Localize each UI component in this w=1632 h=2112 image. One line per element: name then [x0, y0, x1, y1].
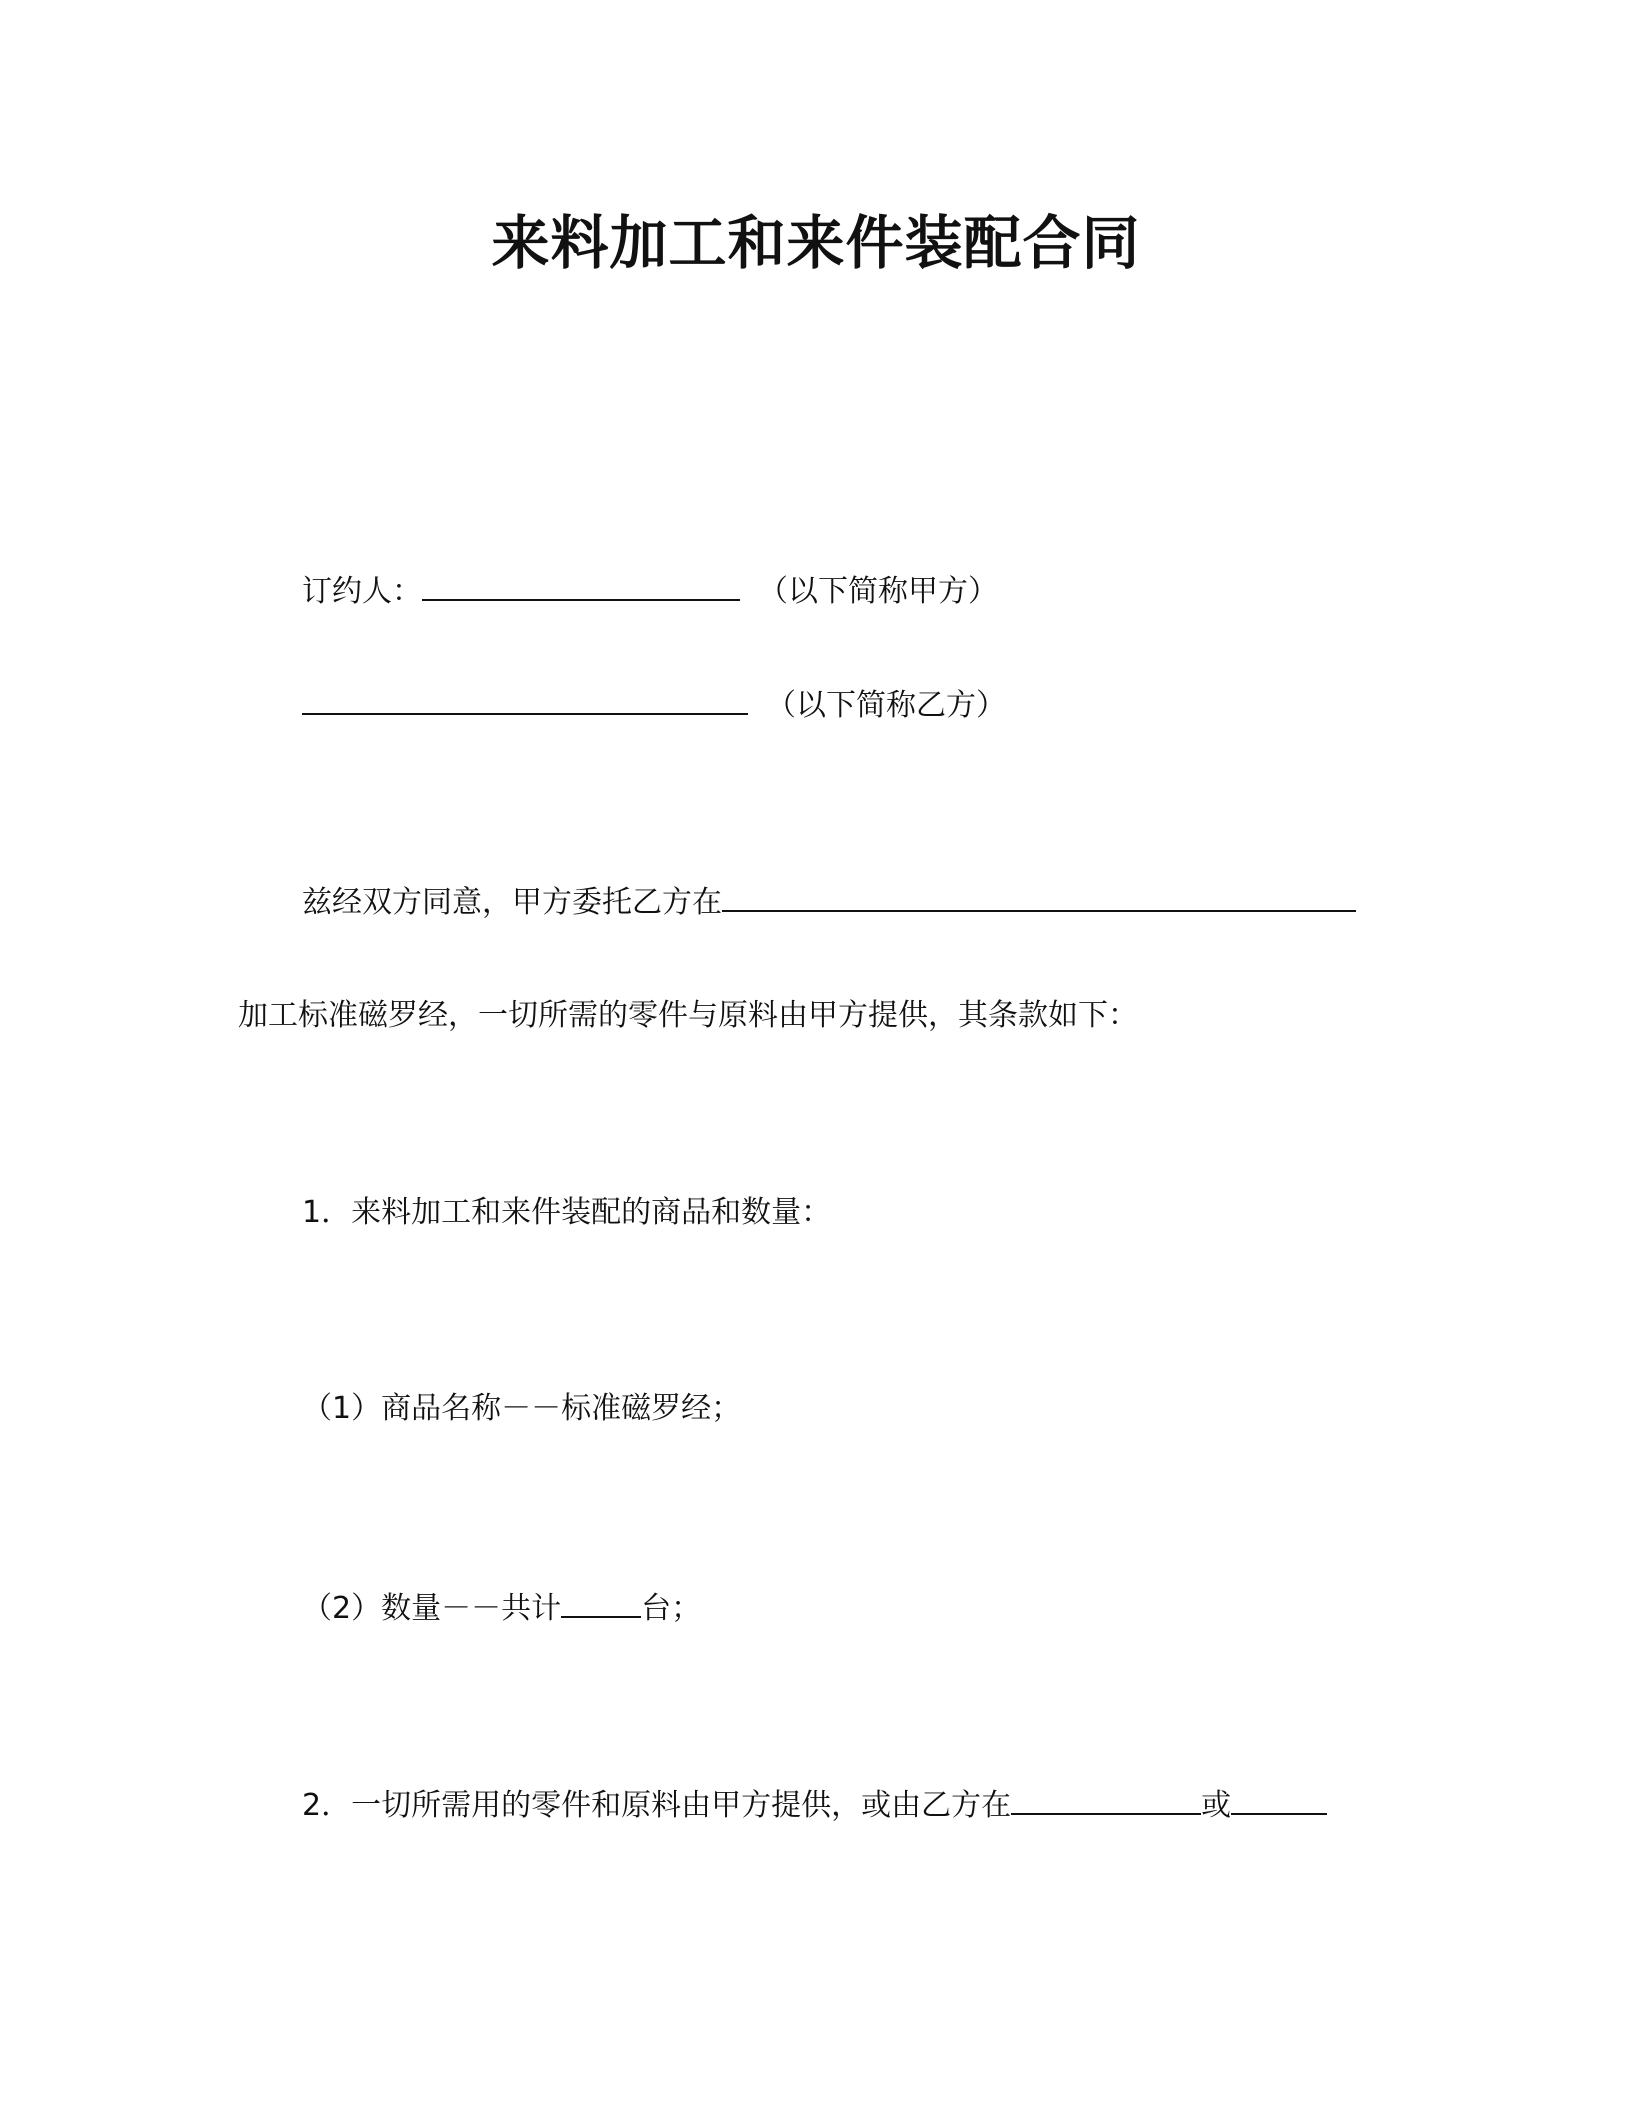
- intro-line-2: [238, 996, 1138, 1036]
- intro-text-2: 加工标准磁罗经，一切所需的零件与原料由甲方提供，其条款如下：: [238, 998, 1138, 1033]
- intro-text-1: 兹经双方同意，甲方委托乙方在: [302, 885, 722, 920]
- clause-2-mid: 或: [1201, 1788, 1232, 1823]
- party-b-line: [302, 683, 1006, 726]
- location-blank[interactable]: [722, 880, 1356, 912]
- intro-line-1: [302, 880, 1356, 923]
- party-a-suffix: （以下简称甲方）: [758, 574, 998, 609]
- document-title: 来料加工和来件装配合同: [491, 209, 1141, 277]
- clause-1-text: 1．来料加工和来件装配的商品和数量：: [302, 1195, 832, 1230]
- clause-2-prefix: 2．一切所需用的零件和原料由甲方提供，或由乙方在: [302, 1788, 1012, 1823]
- item-2: [302, 1586, 701, 1629]
- clause-1: [302, 1193, 831, 1233]
- item-2-suffix: 台；: [641, 1591, 702, 1626]
- item-1: [302, 1389, 741, 1429]
- supplier-blank-2[interactable]: [1231, 1783, 1327, 1815]
- party-a-label: 订约人：: [302, 574, 422, 609]
- party-a-line: [302, 569, 998, 612]
- item-2-prefix: （2）数量－－共计: [302, 1591, 562, 1626]
- clause-2: [302, 1783, 1327, 1826]
- quantity-blank[interactable]: [561, 1586, 641, 1618]
- item-1-text: （1）商品名称－－标准磁罗经；: [302, 1391, 742, 1426]
- party-b-blank[interactable]: [302, 683, 748, 715]
- party-b-suffix: （以下简称乙方）: [766, 688, 1006, 723]
- supplier-blank-1[interactable]: [1011, 1783, 1201, 1815]
- party-a-blank[interactable]: [422, 569, 740, 601]
